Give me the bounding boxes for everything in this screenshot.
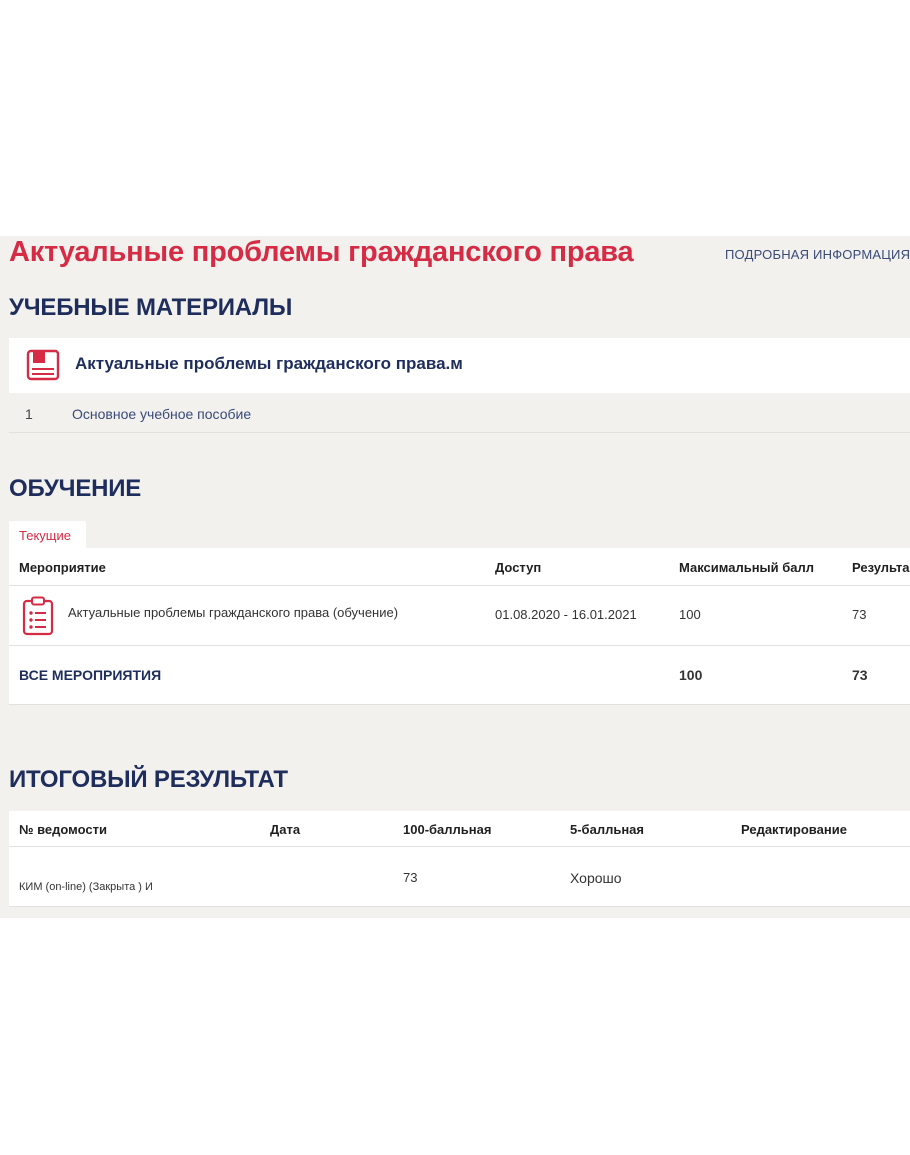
event-result: 73 [852, 607, 867, 622]
col-header-score100: 100-балльная [403, 822, 492, 837]
material-title[interactable]: Актуальные проблемы гражданского права.м [75, 354, 463, 373]
final-section-title: ИТОГОВЫЙ РЕЗУЛЬТАТ [9, 766, 288, 793]
more-info-link[interactable]: ПОДРОБНАЯ ИНФОРМАЦИЯ [725, 247, 910, 262]
total-max-score: 100 [679, 667, 703, 683]
score-100: 73 [403, 870, 418, 885]
col-header-event: Мероприятие [19, 560, 106, 575]
col-header-statement: № ведомости [19, 822, 107, 837]
material-sub-item-number: 1 [25, 406, 33, 422]
table-row [9, 847, 910, 907]
col-header-access: Доступ [495, 560, 542, 575]
event-max-score: 100 [679, 607, 701, 622]
event-access: 01.08.2020 - 16.01.2021 [495, 607, 637, 622]
book-icon [26, 348, 60, 382]
course-title: Актуальные проблемы гражданского права [9, 236, 634, 268]
material-sub-item-link[interactable]: Основное учебное пособие [72, 406, 252, 422]
col-header-date: Дата [270, 822, 301, 837]
statement-number: КИМ (on-line) (Закрыта ) И [19, 881, 153, 893]
tab-current-label[interactable]: Текущие [19, 528, 71, 543]
learning-section-title: ОБУЧЕНИЕ [9, 475, 142, 502]
col-header-edit: Редактирование [741, 822, 847, 837]
clipboard-icon [22, 596, 54, 636]
total-result: 73 [852, 667, 868, 683]
col-header-result: Результа [852, 560, 910, 575]
course-panel [0, 236, 910, 918]
materials-section-title: УЧЕБНЫЕ МАТЕРИАЛЫ [9, 294, 293, 321]
col-header-score5: 5-балльная [570, 822, 644, 837]
event-name[interactable]: Актуальные проблемы гражданского права (обучение) [68, 605, 399, 620]
col-header-max-score: Максимальный балл [679, 560, 815, 575]
total-label: ВСЕ МЕРОПРИЯТИЯ [19, 667, 162, 683]
score-5: Хорошо [570, 870, 622, 886]
